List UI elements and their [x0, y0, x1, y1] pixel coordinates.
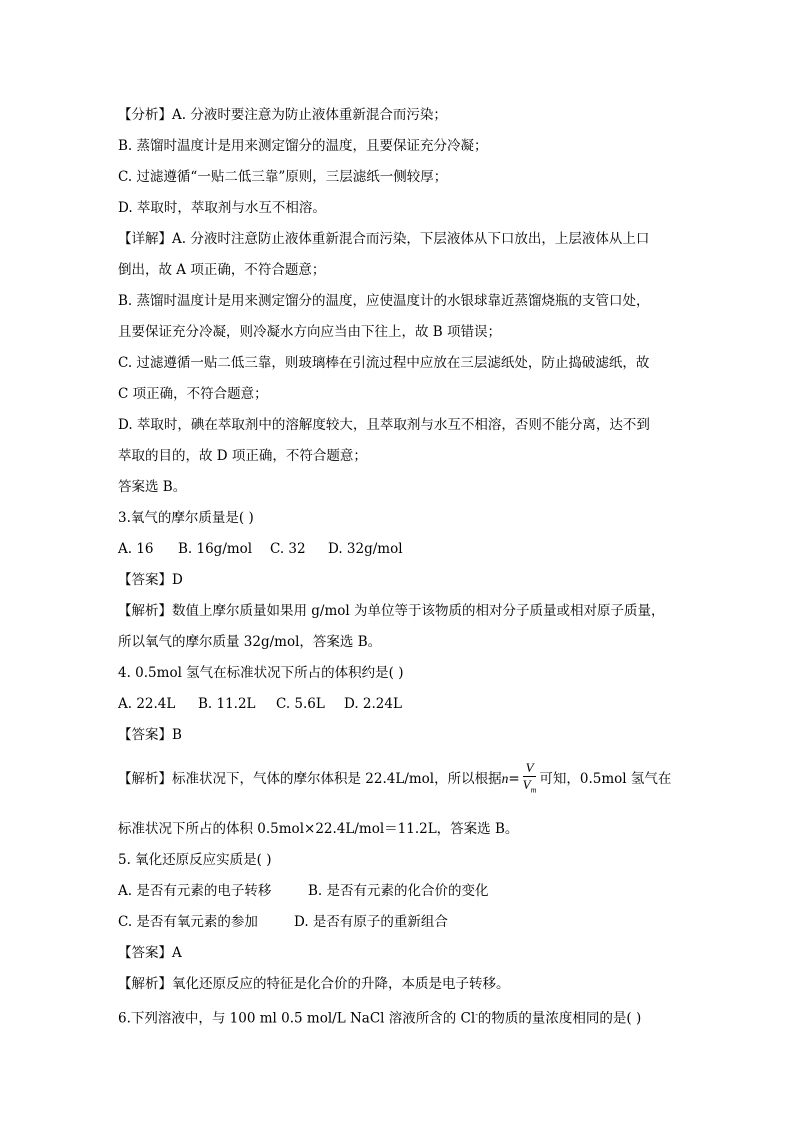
question-3-analysis: 所以氧气的摩尔质量 32g/mol，答案选 B。	[118, 634, 382, 650]
question-5-answer: 【答案】A	[118, 945, 182, 961]
formula-lhs: n	[501, 770, 509, 786]
analysis-line: B. 蒸馏时温度计是用来测定馏分的温度，且要保证充分冷凝；	[118, 138, 488, 154]
question-4-answer: 【答案】B	[118, 727, 182, 743]
formula-fraction: $\frac{V}{V_m}$	[522, 760, 537, 795]
detail-line: 【详解】A. 分液时注意防止液体重新混合而污染，下层液体从下口放出，上层液体从上口	[118, 231, 650, 247]
option-d: D. 32g/mol	[328, 541, 403, 557]
detail-line: C. 过滤遵循一贴二低三靠，则玻璃棒在引流过程中应放在三层滤纸处，防止捣破滤纸，故	[118, 355, 650, 371]
analysis-line: 【分析】A. 分液时要注意为防止液体重新混合而污染；	[118, 107, 447, 123]
question-4-analysis: 【解析】标准状况下，气体的摩尔体积是 22.4L/mol，所以根据n= $\frac{V}{V_m}$ 可知，0.5mol 氢气在	[118, 761, 671, 798]
option-c: C. 是否有氧元素的参加	[118, 914, 258, 930]
question-5-analysis: 【解析】氧化还原反应的特征是化合价的升降，本质是电子转移。	[118, 976, 510, 992]
analysis-line: D. 萃取时，萃取剂与水互不相溶。	[118, 200, 326, 216]
question-4: 4. 0.5mol 氢气在标准状况下所占的体积约是( )	[118, 665, 404, 681]
detail-line: C 项正确，不符合题意；	[118, 386, 268, 402]
analysis-line: C. 过滤遵循“一贴二低三靠”原则，三层滤纸一侧较厚；	[118, 169, 448, 185]
option-b: B. 是否有元素的化合价的变化	[308, 883, 489, 899]
option-d: D. 是否有原子的重新组合	[294, 914, 448, 930]
question-3-answer: 【答案】D	[118, 572, 183, 588]
detail-line: D. 萃取时，碘在萃取剂中的溶解度较大，且萃取剂与水互不相溶，否则不能分离，达不到	[118, 417, 650, 433]
question-3-analysis: 【解析】数值上摩尔质量如果用 g/mol 为单位等于该物质的相对分子质量或相对原子质量，	[118, 603, 665, 619]
question-3-options	[118, 540, 403, 558]
question-3: 3.氧气的摩尔质量是( )	[118, 510, 254, 526]
option-a: A. 16	[118, 541, 154, 557]
option-b: B. 16g/mol	[178, 541, 253, 557]
question-5-options	[118, 913, 448, 931]
question-4-analysis: 标准状况下所占的体积 0.5mol×22.4L/mol＝11.2L，答案选 B。	[118, 821, 519, 837]
question-4-options	[118, 695, 402, 713]
detail-line: 倒出，故 A 项正确，不符合题意；	[118, 262, 326, 278]
question-6: 6.下列溶液中，与 100 ml 0.5 mol/L NaCl 溶液所含的 Cl-的物质的量浓度相同的是( )	[118, 1010, 642, 1027]
detail-line: 萃取的目的，故 D 项正确，不符合题意；	[118, 448, 367, 464]
detail-line: 且要保证充分冷凝，则冷凝水方向应当由下往上，故 B 项错误；	[118, 324, 502, 340]
formula-equals: =	[508, 770, 520, 787]
question-5-options	[118, 882, 489, 900]
option-b: B. 11.2L	[198, 696, 256, 712]
option-c: C. 5.6L	[276, 696, 325, 712]
question-5: 5. 氧化还原反应实质是( )	[118, 852, 272, 868]
option-c: C. 32	[270, 541, 306, 557]
option-d: D. 2.24L	[344, 696, 402, 712]
answer-conclusion: 答案选 B。	[118, 479, 187, 495]
detail-line: B. 蒸馏时温度计是用来测定馏分的温度，应使温度计的水银球靠近蒸馏烧瓶的支管口处，	[118, 293, 650, 309]
option-a: A. 是否有元素的电子转移	[118, 883, 272, 899]
option-a: A. 22.4L	[118, 696, 176, 712]
